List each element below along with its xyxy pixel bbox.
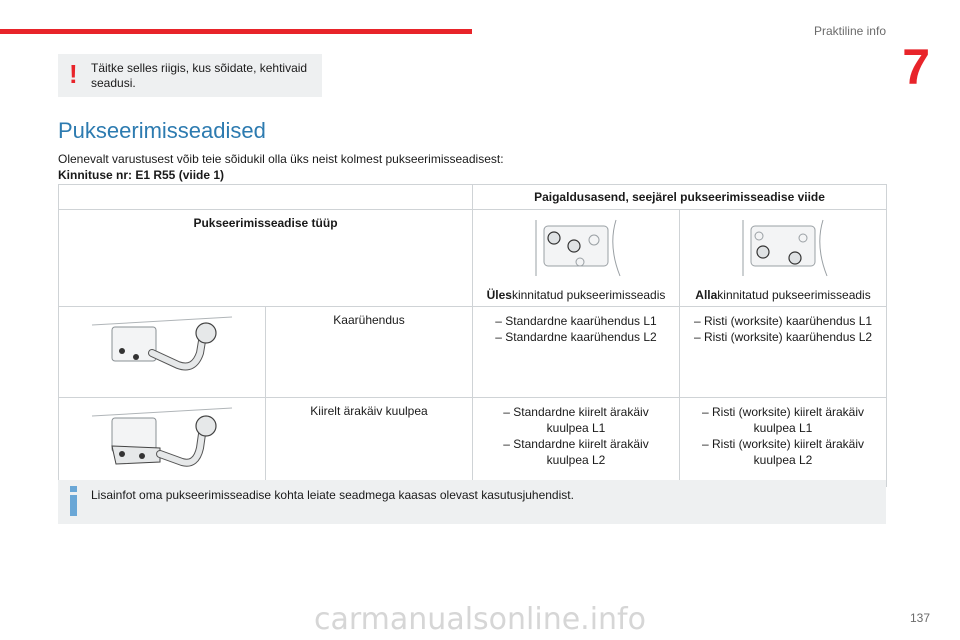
lower-mount-illustration: [723, 216, 843, 282]
exclamation-icon: !: [69, 59, 78, 89]
lower-mount-bold: Alla: [695, 288, 718, 302]
lower-mount-cell: [680, 210, 887, 307]
warning-box: [58, 54, 322, 97]
swan-neck-lower-cell: [680, 307, 887, 398]
swan-neck-upper-cell: [473, 307, 680, 398]
upper-mount-cell: [473, 210, 680, 307]
watermark: carmanualsonline.info: [314, 602, 646, 637]
info-box: [58, 480, 886, 524]
lower-mount-rest: kinnitatud pukseerimisseadis: [717, 288, 871, 302]
detachable-ball-image-cell: [59, 398, 266, 487]
chapter-accent-bar: [0, 29, 472, 34]
swan-neck-type: Kaarühendus: [266, 307, 473, 398]
list-item: – Standardne kaarühendus L1: [495, 314, 657, 328]
detachable-ball-type: Kiirelt ärakäiv kuulpea: [266, 398, 473, 487]
list-item: – Risti (worksite) kaarühendus L2: [693, 330, 873, 344]
upper-mount-caption: [473, 288, 679, 302]
list-item: kuulpea L2: [546, 453, 606, 467]
warning-text: Täitke selles riigis, kus sõidate, kehtivaid seadusi.: [91, 61, 308, 90]
upper-mount-rest: kinnitatud pukseerimisseadis: [511, 288, 666, 302]
detachable-towball-illustration: [82, 404, 242, 478]
page-number: 137: [909, 611, 930, 625]
table-corner-cell: [59, 185, 473, 210]
list-item: – Risti (worksite) kiirelt ärakäiv: [701, 405, 865, 419]
towing-device-table: [58, 184, 887, 487]
swan-neck-image-cell: [59, 307, 266, 398]
upper-mount-illustration: [516, 216, 636, 282]
header-device-type-label: Pukseerimisseadise tüüp: [193, 216, 338, 230]
list-item: – Risti (worksite) kiirelt ärakäiv: [701, 437, 865, 451]
header-device-type: [59, 210, 473, 307]
list-item: kuulpea L1: [546, 421, 606, 435]
detachable-ball-lower-cell: [680, 398, 887, 487]
header-install-position: Paigaldusasend, seejärel pukseerimisseadise viide: [473, 185, 887, 210]
list-item: – Standardne kiirelt ärakäiv: [503, 437, 649, 451]
approval-reference: Kinnituse nr: E1 R55 (viide 1): [58, 168, 225, 182]
list-item: – Risti (worksite) kaarühendus L1: [693, 314, 873, 328]
list-item: – Standardne kiirelt ärakäiv: [503, 405, 649, 419]
list-item: – Standardne kaarühendus L2: [495, 330, 657, 344]
list-item: kuulpea L1: [753, 421, 813, 435]
upper-mount-bold: Üles: [486, 288, 512, 302]
chapter-number: 7: [902, 39, 930, 95]
section-title: Praktiline info: [813, 24, 886, 38]
page-title: Pukseerimisseadised: [58, 118, 266, 143]
info-text: Lisainfot oma pukseerimisseadise kohta leiate seadmega kaasas olevast kasutusjuhendist.: [91, 488, 574, 502]
info-icon: [70, 486, 77, 516]
lower-mount-caption: [680, 288, 886, 302]
swan-neck-towbar-illustration: [82, 313, 242, 389]
intro-text: Olenevalt varustusest võib teie sõidukil olla üks neist kolmest pukseerimisseadisest:: [58, 152, 504, 166]
list-item: kuulpea L2: [753, 453, 813, 467]
detachable-ball-upper-cell: [473, 398, 680, 487]
